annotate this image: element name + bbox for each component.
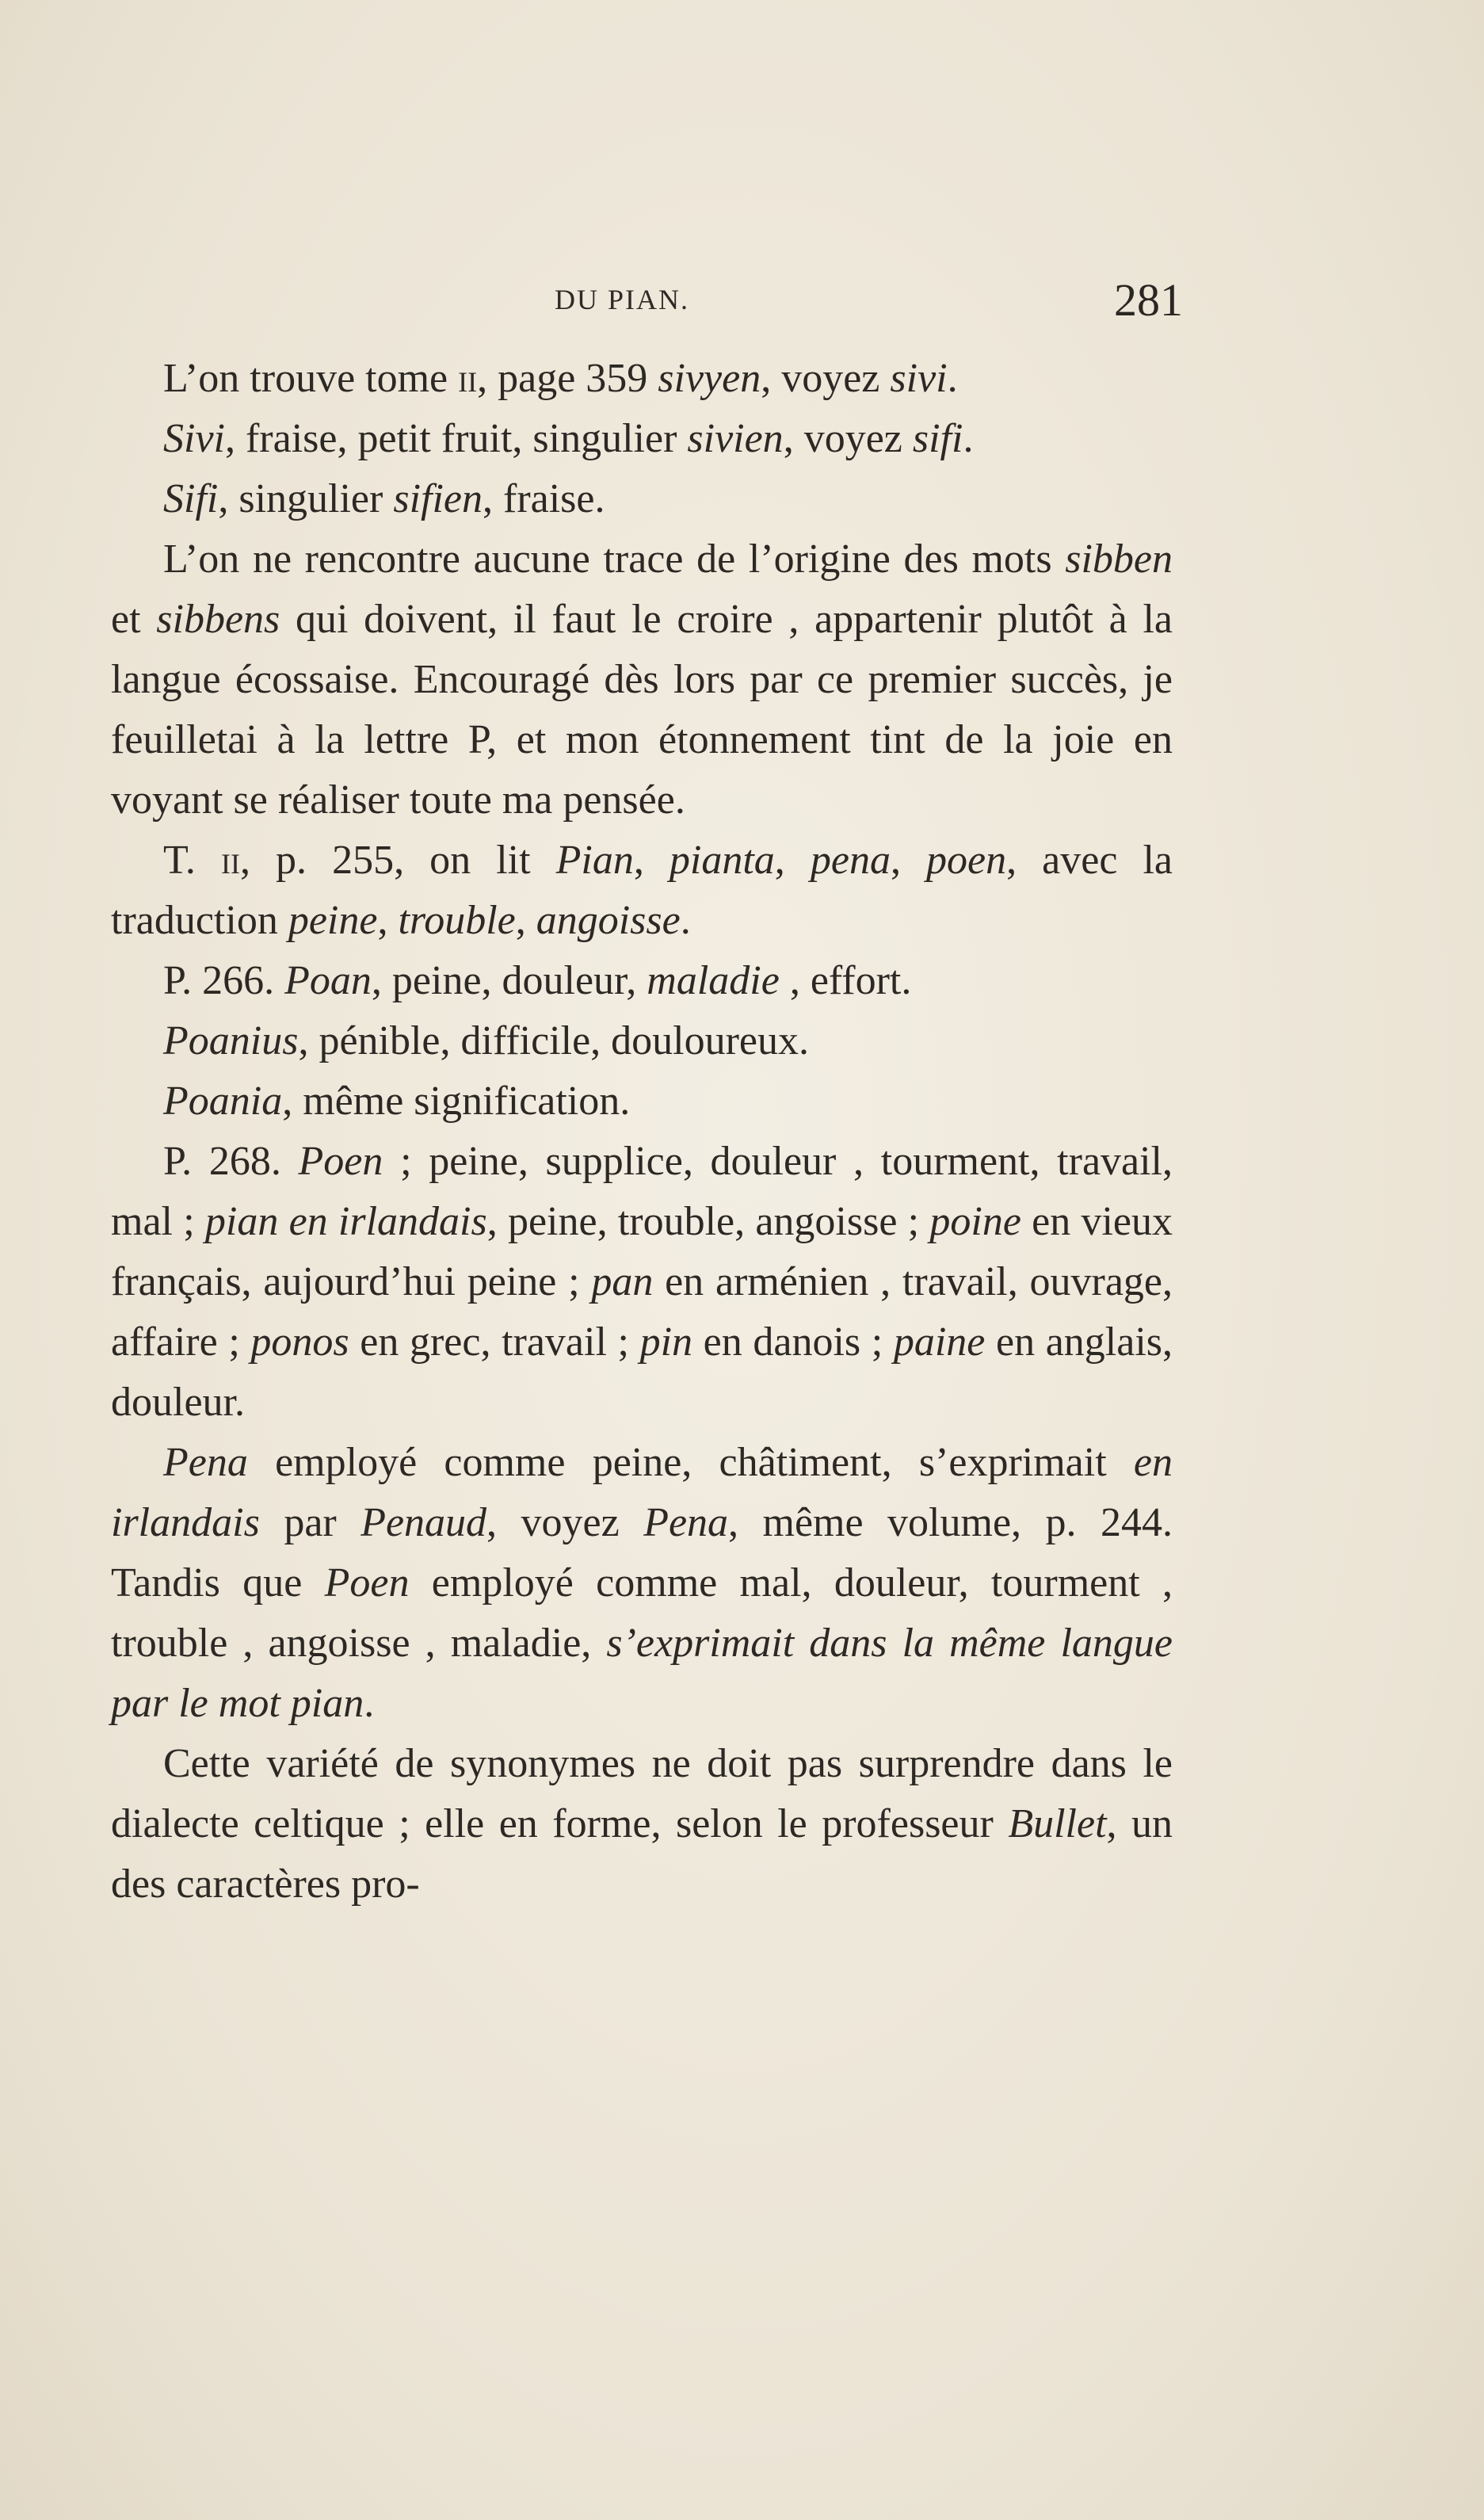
text-run: , même volume, p. 244. Tandis que xyxy=(111,1500,1173,1606)
text-run: en vieux français, aujourd’hui peine ; xyxy=(111,1199,1173,1304)
paragraph xyxy=(111,409,1173,469)
text-run: , xyxy=(633,838,670,883)
paragraph xyxy=(111,1011,1173,1071)
text-run: , voyez xyxy=(486,1500,644,1545)
text-run: . xyxy=(680,898,691,943)
text-run: , xyxy=(890,838,927,883)
italic-term: ponos xyxy=(250,1319,349,1365)
text-run: , xyxy=(377,898,399,943)
italic-term: sivi xyxy=(890,356,948,401)
italic-term: Poania xyxy=(163,1079,283,1124)
paragraph xyxy=(111,1071,1173,1132)
text-run: , p. 255, on lit xyxy=(239,838,556,883)
text-run: , avec la traduction xyxy=(111,838,1173,943)
text-run: en danois ; xyxy=(692,1319,894,1365)
italic-term: trouble xyxy=(398,898,516,943)
text-run: , peine, douleur, xyxy=(371,958,647,1003)
text-run: L’on trouve tome xyxy=(163,356,459,401)
text-run: par xyxy=(259,1500,361,1545)
body-text xyxy=(111,349,1173,1915)
italic-term: Penaud xyxy=(361,1500,487,1545)
text-run: , pénible, difficile, douloureux. xyxy=(298,1018,809,1063)
text-run: , peine, trouble, angoisse ; xyxy=(486,1199,930,1244)
text-run: , fraise, petit fruit, singulier xyxy=(224,416,688,461)
roman-numeral: ii xyxy=(458,356,478,401)
text-run: P. 266. xyxy=(163,958,285,1003)
italic-term: pian en irlandais xyxy=(204,1199,487,1244)
text-run: , effort. xyxy=(779,958,912,1003)
italic-term: sivien xyxy=(687,416,784,461)
italic-term: Poanius xyxy=(163,1018,299,1063)
italic-term: pan xyxy=(591,1259,654,1304)
text-run: en grec, travail ; xyxy=(349,1319,640,1365)
text-run: T. xyxy=(163,838,221,883)
italic-term: angoisse xyxy=(536,898,681,943)
italic-term: pianta xyxy=(669,838,775,883)
page-number: 281 xyxy=(1114,274,1183,326)
italic-term: pena xyxy=(810,838,891,883)
italic-term: Poen xyxy=(324,1560,410,1606)
text-run: P. 268. xyxy=(163,1139,299,1184)
italic-term: peine xyxy=(288,898,378,943)
italic-term: Poan xyxy=(284,958,372,1003)
italic-term: sivyen xyxy=(658,356,761,401)
text-run: L’on ne rencontre aucune trace de l’origine des mots xyxy=(163,536,1066,582)
italic-term: sibbens xyxy=(156,597,280,642)
text-run: . xyxy=(364,1681,375,1726)
text-run: employé comme peine, châtiment, s’exprimait xyxy=(247,1440,1134,1485)
text-run: en anglais, douleur. xyxy=(111,1319,1173,1425)
italic-term: sifi xyxy=(912,416,963,461)
paragraph xyxy=(111,830,1173,951)
italic-term: Bullet xyxy=(1008,1801,1107,1846)
paragraph xyxy=(111,951,1173,1011)
italic-term: en irlandais xyxy=(111,1440,1173,1545)
text-run: employé comme mal, douleur, tourment , trouble , angoisse , maladie, xyxy=(111,1560,1173,1666)
italic-term: sifien xyxy=(393,476,483,521)
italic-term: sibben xyxy=(1065,536,1173,582)
text-run: . xyxy=(963,416,974,461)
text-run: , xyxy=(774,838,811,883)
italic-term: paine xyxy=(893,1319,986,1365)
italic-term: Sifi xyxy=(163,476,219,521)
italic-term: Pian xyxy=(555,838,634,883)
paragraph xyxy=(111,1433,1173,1734)
italic-term: Poen xyxy=(298,1139,383,1184)
italic-term: s’exprimait dans la même langue par le mot pian xyxy=(111,1621,1173,1726)
italic-term: Pena xyxy=(643,1500,729,1545)
paragraph xyxy=(111,1132,1173,1433)
text-run: , voyez xyxy=(783,416,913,461)
paragraph xyxy=(111,1734,1173,1915)
running-title: DU PIAN. xyxy=(555,284,690,315)
text-run: ; peine, supplice, douleur , tourment, travail, mal ; xyxy=(111,1139,1173,1244)
text-run: , xyxy=(515,898,536,943)
text-run: , page 359 xyxy=(477,356,658,401)
text-run: , fraise. xyxy=(483,476,605,521)
text-run: et xyxy=(111,597,157,642)
text-run: qui doivent, il faut le croire , appartenir plutôt à la langue écossaise. Encouragé dès lors par ce premier succès, je feuilletai à la lettre P, et mon étonnement tint de la joie en voyant se réaliser toute ma pensée. xyxy=(111,597,1173,823)
text-run: , un des caractères pro- xyxy=(111,1801,1173,1907)
paragraph xyxy=(111,349,1173,409)
paragraph xyxy=(111,469,1173,529)
paragraph xyxy=(111,529,1173,830)
text-run: , singulier xyxy=(218,476,394,521)
italic-term: Pena xyxy=(163,1440,248,1485)
text-run: . xyxy=(947,356,958,401)
italic-term: maladie xyxy=(647,958,780,1003)
italic-term: Sivi xyxy=(163,416,225,461)
text-run: , même signification. xyxy=(282,1079,631,1124)
text-run: , voyez xyxy=(761,356,891,401)
italic-term: poine xyxy=(929,1199,1021,1244)
italic-term: poen xyxy=(926,838,1007,883)
italic-term: pin xyxy=(639,1319,693,1365)
text-run: en arménien , travail, ouvrage, affaire ; xyxy=(111,1259,1173,1365)
page-header xyxy=(111,273,1183,337)
text-run: Cette variété de synonymes ne doit pas surprendre dans le dialecte celtique ; elle en forme, selon le professeur xyxy=(111,1741,1173,1846)
roman-numeral: ii xyxy=(220,838,240,883)
